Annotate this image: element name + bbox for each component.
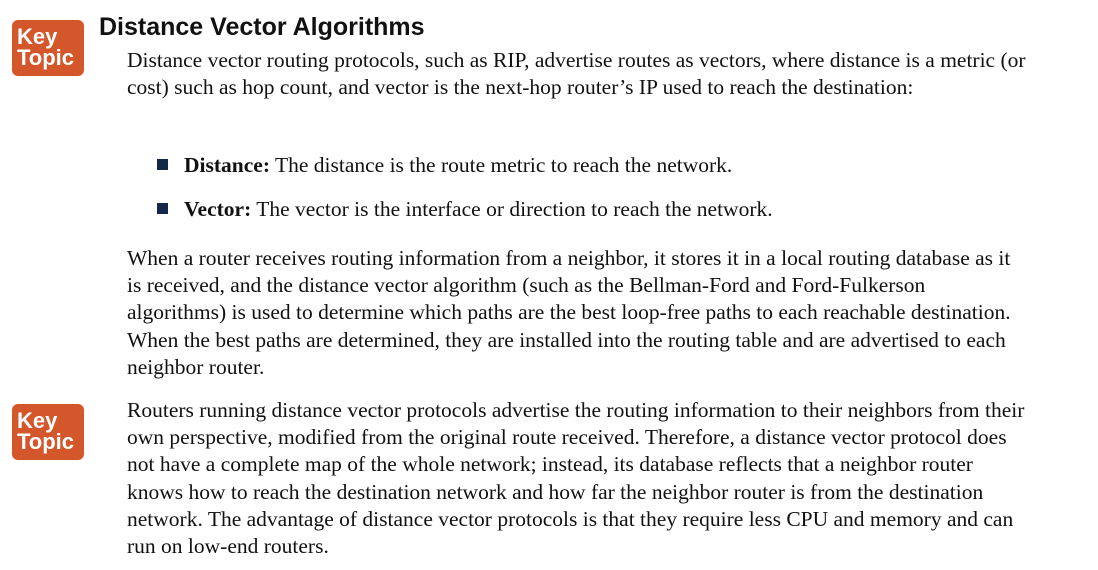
key-topic-line2: Topic bbox=[17, 45, 75, 70]
bullet-text: The distance is the route metric to reach the network. bbox=[269, 153, 733, 177]
bullet-term: Distance: bbox=[184, 153, 270, 177]
routing-database-paragraph: When a router receives routing information from a neighbor, it stores it in a local routing database as it is received, and the distance vector algorithm (such as the Bellman-Ford and Ford-Fulkerson algorithms) is used to determine which paths are the best loop-free paths to each reachable destination. When the best paths are determined, they are installed into the routing table and are advertised to each neighbor router. bbox=[127, 246, 1011, 379]
square-bullet-icon bbox=[157, 159, 168, 170]
intro-paragraph: Distance vector routing protocols, such as RIP, advertise routes as vectors, where distance is a metric (or cost) such as hop count, and vector is the next-hop router’s IP used to reach the destination: bbox=[127, 48, 1026, 100]
perspective-paragraph: Routers running distance vector protocols advertise the routing information to their neighbors from their own perspective, modified from the original route received. Therefore, a distance vector protocol does not have a complete map of the whole network; instead, its database reflects that a neighbor router knows how to reach the destination network and how far the neighbor router is from the destination network. The advantage of distance vector protocols is that they require less CPU and memory and can run on low-end routers. bbox=[127, 398, 1025, 559]
section-heading: Distance Vector Algorithms bbox=[99, 13, 425, 41]
square-bullet-icon bbox=[157, 203, 168, 214]
bullet-term: Vector: bbox=[184, 197, 252, 221]
bullet-item-vector bbox=[157, 196, 773, 223]
key-topic-badge bbox=[12, 404, 84, 460]
key-topic-line1: Key bbox=[17, 24, 58, 49]
key-topic-line1: Key bbox=[17, 408, 58, 433]
key-topic-badge bbox=[12, 20, 84, 76]
bullet-text: The vector is the interface or direction to reach the network. bbox=[251, 197, 773, 221]
key-topic-line2: Topic bbox=[17, 429, 75, 454]
bullet-item-distance bbox=[157, 152, 732, 179]
